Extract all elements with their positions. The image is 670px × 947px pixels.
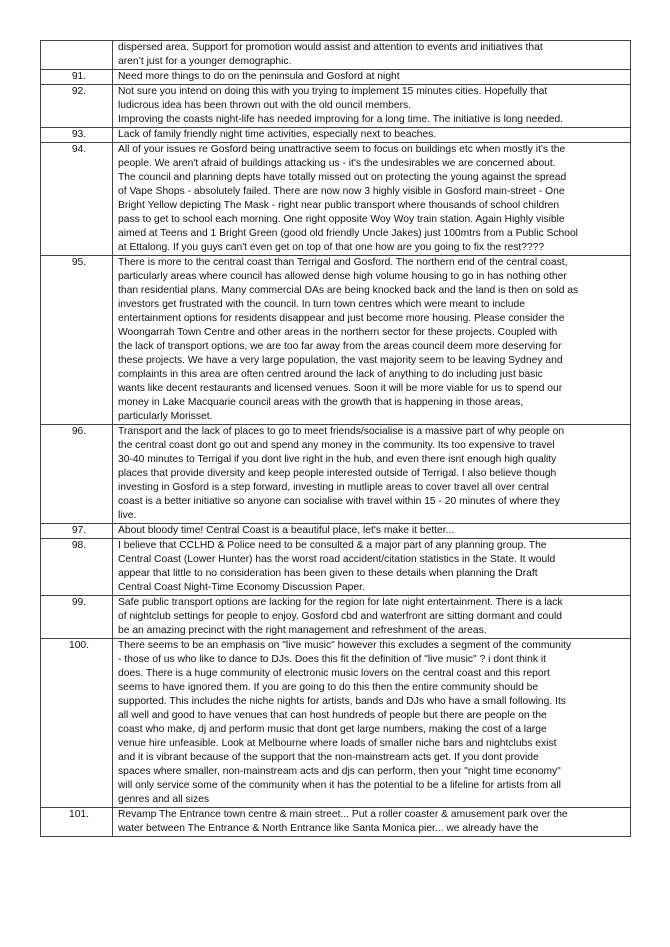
row-number: 95. (41, 256, 113, 425)
comment-line: All of your issues re Gosford being unattractive seem to focus on buildings etc when mostly it's the (118, 144, 566, 155)
comment-line: dispersed area. Support for promotion would assist and attention to events and initiatives that (118, 42, 543, 53)
submissions-table (40, 40, 631, 837)
row-comment (113, 128, 631, 143)
table-row (41, 539, 631, 596)
comment-line: Revamp The Entrance town centre & main street... Put a roller coaster & amusement park over the (118, 809, 568, 820)
comment-line: Safe public transport options are lacking for the region for late night entertainment. There is a lack (118, 597, 563, 608)
comment-line: seems to have ignored them. If you are going to do this then the entire community should be (118, 682, 539, 693)
table-row (41, 143, 631, 256)
comment-line: Central Coast Night-Time Economy Discussion Paper. (118, 582, 365, 593)
comment-line: Transport and the lack of places to go to meet friends/socialise is a massive part of why people on (118, 426, 565, 437)
comment-line: will only service some of the community when it has the potential to be a lifeline for artists from all (118, 780, 561, 791)
row-comment (113, 70, 631, 85)
row-number: 91. (41, 70, 113, 85)
row-number: 99. (41, 596, 113, 639)
comment-line: and it is vibrant because of the support that the non-mainstream acts get. If you dont provide (118, 752, 539, 763)
comment-line: particularly Morisset. (118, 411, 213, 422)
comment-line: Need more things to do on the peninsula and Gosford at night (118, 71, 400, 82)
comment-line: coast is a better initiative so anyone can socialise with travel within 15 - 20 minutes of where they (118, 496, 560, 507)
comment-line: of nightclub settings for people to enjoy. Gosford cbd and waterfront are sitting dormant and could (118, 611, 562, 622)
comment-line: water between The Entrance & North Entrance like Santa Monica pier... we already have the (118, 823, 539, 834)
comment-line: investing in Gosford is a step forward, investing in mutliple areas to cover travel all over central (118, 482, 549, 493)
comment-line: venue hire unfeasible. Look at Melbourne where loads of smaller niche bars and nightclubs exist (118, 738, 557, 749)
row-number: 97. (41, 524, 113, 539)
comment-line: About bloody time! Central Coast is a beautiful place, let's make it better... (118, 525, 455, 536)
comment-line: the central coast dont go out and spend any money in the community. Its too expensive to travel (118, 440, 555, 451)
comment-line: money in Lake Macquarie council areas with the growth that is happening in those areas, (118, 397, 524, 408)
comment-line: aren’t just for a younger demographic. (118, 56, 292, 67)
comment-line: pass to get to school each morning. One right opposite Woy Woy train station. Again Highly visible (118, 214, 565, 225)
table-row (41, 596, 631, 639)
comment-line: Improving the coasts night-life has needed improving for a long time. The initiative is long needed. (118, 114, 564, 125)
row-number: 98. (41, 539, 113, 596)
comment-line: ludicrous idea has been thrown out with the old ouncil members. (118, 100, 412, 111)
comment-line: spaces where smaller, non-mainstream acts and djs can perform, then your "night time economy" (118, 766, 561, 777)
comment-line: I believe that CCLHD & Police need to be consulted & a major part of any planning group. The (118, 540, 547, 551)
table-row (41, 256, 631, 425)
comment-line: supported. This includes the niche nights for artists, bands and DJs who have a small following. Its (118, 696, 566, 707)
comment-line: - those of us who like to dance to DJs. Does this fit the definition of "live music" ? i dont think it (118, 654, 546, 665)
row-comment (113, 425, 631, 524)
row-comment (113, 596, 631, 639)
comment-line: be an amazing precinct with the right management and refreshment of the areas. (118, 625, 487, 636)
comment-line: live. (118, 510, 137, 521)
table-row (41, 425, 631, 524)
comment-line: investors get frustrated with the council. In turn town centres which were meant to include (118, 299, 525, 310)
row-number: 94. (41, 143, 113, 256)
comment-line: Not sure you intend on doing this with you trying to implement 15 minutes cities. Hopefully that (118, 86, 548, 97)
row-number: 92. (41, 85, 113, 128)
comment-line: places that provide diversity and keep people interested outside of Terrigal. I also believe though (118, 468, 557, 479)
comment-line: wants like decent restaurants and licensed venues. Soon it will be more viable for us to spend our (118, 383, 563, 394)
comment-line: people. We aren't afraid of buildings attacking us - it's the undesirables we are concerned about. (118, 158, 556, 169)
comment-line: than residential plans. Many commercial DAs are being knocked back and the land is then on sold as (118, 285, 579, 296)
row-comment (113, 41, 631, 70)
row-number: 93. (41, 128, 113, 143)
comment-line: particularly areas where council has allowed dense high volume housing to go in has nothing other (118, 271, 567, 282)
comment-line: Lack of family friendly night time activities, especially next to beaches. (118, 129, 437, 140)
comment-line: of Vape Shops - absolutely failed. There are now now 3 highly visible in Gosford main-street - One (118, 186, 565, 197)
table-row (41, 128, 631, 143)
comment-line: Bright Yellow depicting The Mask - right near public transport where thousands of school children (118, 200, 560, 211)
submissions-table-body (41, 41, 631, 837)
comment-line: the lack of transport options, we are too far away from the areas council deem more deserving for (118, 341, 562, 352)
comment-line: 30-40 minutes to Terrigal if you dont live right in the hub, and even there isnt enough high quality (118, 454, 557, 465)
comment-line: entertainment options for residents disappear and just become more housing. Please consider the (118, 313, 565, 324)
row-comment (113, 85, 631, 128)
comment-line: appear that little to no consideration has been given to these details when planning the Draft (118, 568, 538, 579)
row-comment (113, 524, 631, 539)
row-comment (113, 808, 631, 837)
row-comment (113, 639, 631, 808)
comment-line: genres and all sizes (118, 794, 210, 805)
table-row (41, 639, 631, 808)
comment-line: The council and planning depts have totally missed out on protecting the young against the spread (118, 172, 567, 183)
table-row (41, 85, 631, 128)
table-row (41, 524, 631, 539)
comment-line: Central Coast (Lower Hunter) has the worst road accident/citation statistics in the State. It would (118, 554, 556, 565)
comment-line: all well and good to have venues that can host hundreds of people but there are people on the (118, 710, 547, 721)
row-number (41, 41, 113, 70)
table-row (41, 41, 631, 70)
row-comment (113, 539, 631, 596)
comment-line: these projects. We have a very large population, the vast majority seem to be leaving Sydney and (118, 355, 563, 366)
comment-line: There seems to be an emphasis on "live music" however this excludes a segment of the community (118, 640, 572, 651)
comment-line: at Ettalong. If you guys can't even get on top of that one how are you going to fix the rest???? (118, 242, 545, 253)
row-number: 101. (41, 808, 113, 837)
comment-line: There is more to the central coast than Terrigal and Gosford. The northern end of the central coast, (118, 257, 568, 268)
comment-line: coast who make, dj and perform music that dont get large numbers, making the cost of a large (118, 724, 547, 735)
comment-line: aimed at Teens and 1 Bright Green (good old friendly Uncle Jakes) just 100mtrs from a Public School (118, 228, 578, 239)
row-comment (113, 143, 631, 256)
table-row (41, 808, 631, 837)
row-comment (113, 256, 631, 425)
row-number: 100. (41, 639, 113, 808)
row-number: 96. (41, 425, 113, 524)
table-row (41, 70, 631, 85)
comment-line: complaints in this area are often centred around the lack of anything to do including just basic (118, 369, 543, 380)
comment-line: does. There is a huge community of electronic music lovers on the central coast and this report (118, 668, 550, 679)
comment-line: Woongarrah Town Centre and other areas in the northern sector for these projects. Coupled with (118, 327, 558, 338)
